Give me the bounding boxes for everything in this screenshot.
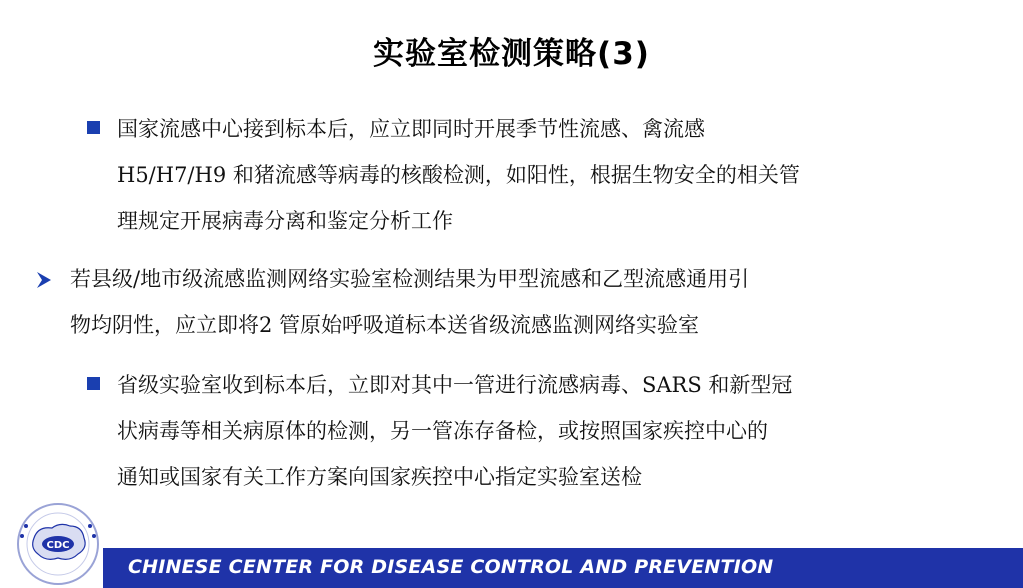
item-line: 省级实验室收到标本后，立即对其中一管进行流感病毒、SARS 和新型冠 [117,373,793,397]
item-line: 理规定开展病毒分离和鉴定分析工作 [117,209,453,233]
square-bullet-icon [87,121,100,134]
footer-org-name: CHINESE CENTER FOR DISEASE CONTROL AND PREVENTION [128,556,774,578]
item-line: 国家流感中心接到标本后，应立即同时开展季节性流感、禽流感 [117,117,705,141]
cdc-logo [8,496,108,588]
logo-text: CDC [46,540,70,551]
item-line: 状病毒等相关病原体的检测，另一管冻存备检，或按照国家疾控中心的 [117,419,768,443]
square-bullet-icon [87,377,100,390]
item-line: 若县级/地市级流感监测网络实验室检测结果为甲型流感和乙型流感通用引 [70,267,750,291]
item-line: 通知或国家有关工作方案向国家疾控中心指定实验室送检 [117,465,642,489]
page-title: 实验室检测策略(3) [373,36,650,72]
item-line: H5/H7/H9 和猪流感等病毒的核酸检测，如阳性，根据生物安全的相关管 [117,163,800,187]
arrow-bullet-icon [33,269,55,291]
item-line: 物均阴性，应立即将2 管原始呼吸道标本送省级流感监测网络实验室 [70,313,700,337]
